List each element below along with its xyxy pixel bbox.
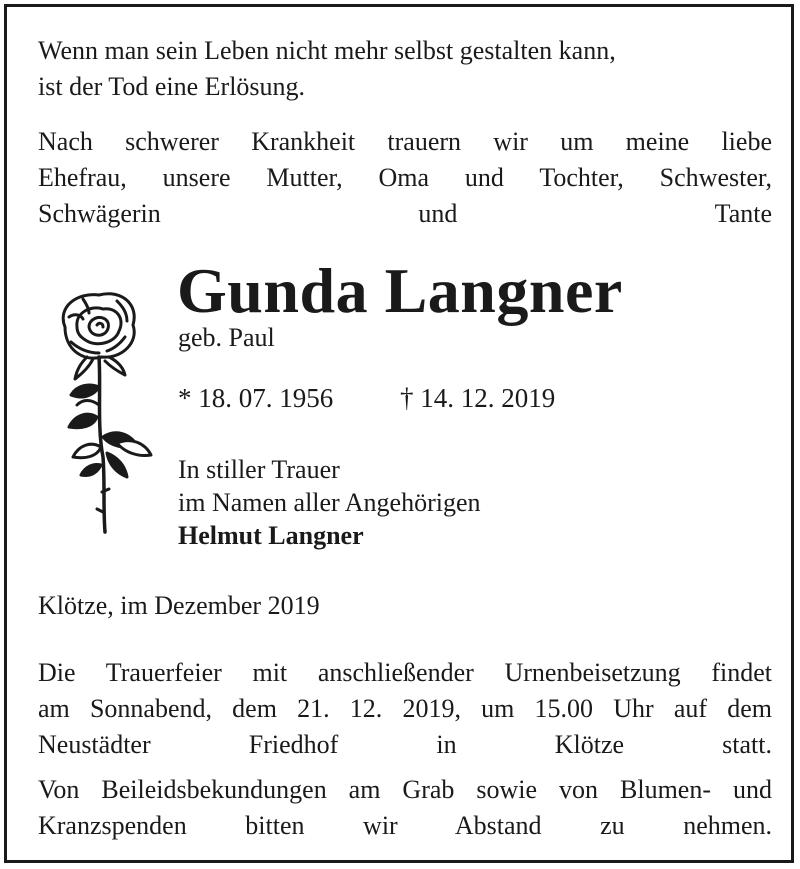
rose-icon — [47, 287, 162, 537]
request-line-2: Kranzspenden bitten wir Abstand zu nehmen. — [38, 811, 772, 840]
mourning-line-1: In stiller Trauer — [178, 455, 340, 484]
birth-name: geb. Paul — [178, 323, 275, 352]
motto-line-2: ist der Tod eine Erlösung. — [38, 72, 306, 101]
deceased-name: Gunda Langner — [177, 255, 623, 326]
mourning-line-2: im Namen aller Angehörigen — [178, 488, 481, 517]
signer-name: Helmut Langner — [178, 521, 364, 550]
condolence-request — [38, 772, 772, 844]
intro-line-2: Ehefrau, unsere Mutter, Oma und Tochter, Schwester, — [38, 163, 772, 192]
funeral-info — [38, 655, 772, 763]
intro-text — [38, 124, 772, 232]
obituary-notice — [4, 4, 794, 863]
request-line-1: Von Beileidsbekundungen am Grab sowie von Blumen- und — [38, 775, 772, 804]
funeral-line-1: Die Trauerfeier mit anschließender Urnenbeisetzung findet — [38, 658, 772, 687]
place-date-text: Klötze, im Dezember 2019 — [38, 591, 320, 620]
place-date — [38, 588, 320, 624]
motto — [38, 33, 616, 105]
death-date: † 14. 12. 2019 — [400, 383, 556, 413]
funeral-line-3: Neustädter Friedhof in Klötze statt. — [38, 730, 772, 759]
motto-line-1: Wenn man sein Leben nicht mehr selbst gestalten kann, — [38, 36, 616, 65]
funeral-line-2: am Sonnabend, dem 21. 12. 2019, um 15.00 Uhr auf dem — [38, 694, 772, 723]
intro-line-1: Nach schwerer Krankheit trauern wir um meine liebe — [38, 127, 772, 156]
intro-line-3: Schwägerin und Tante — [38, 199, 772, 228]
birth-date: * 18. 07. 1956 — [178, 383, 334, 413]
